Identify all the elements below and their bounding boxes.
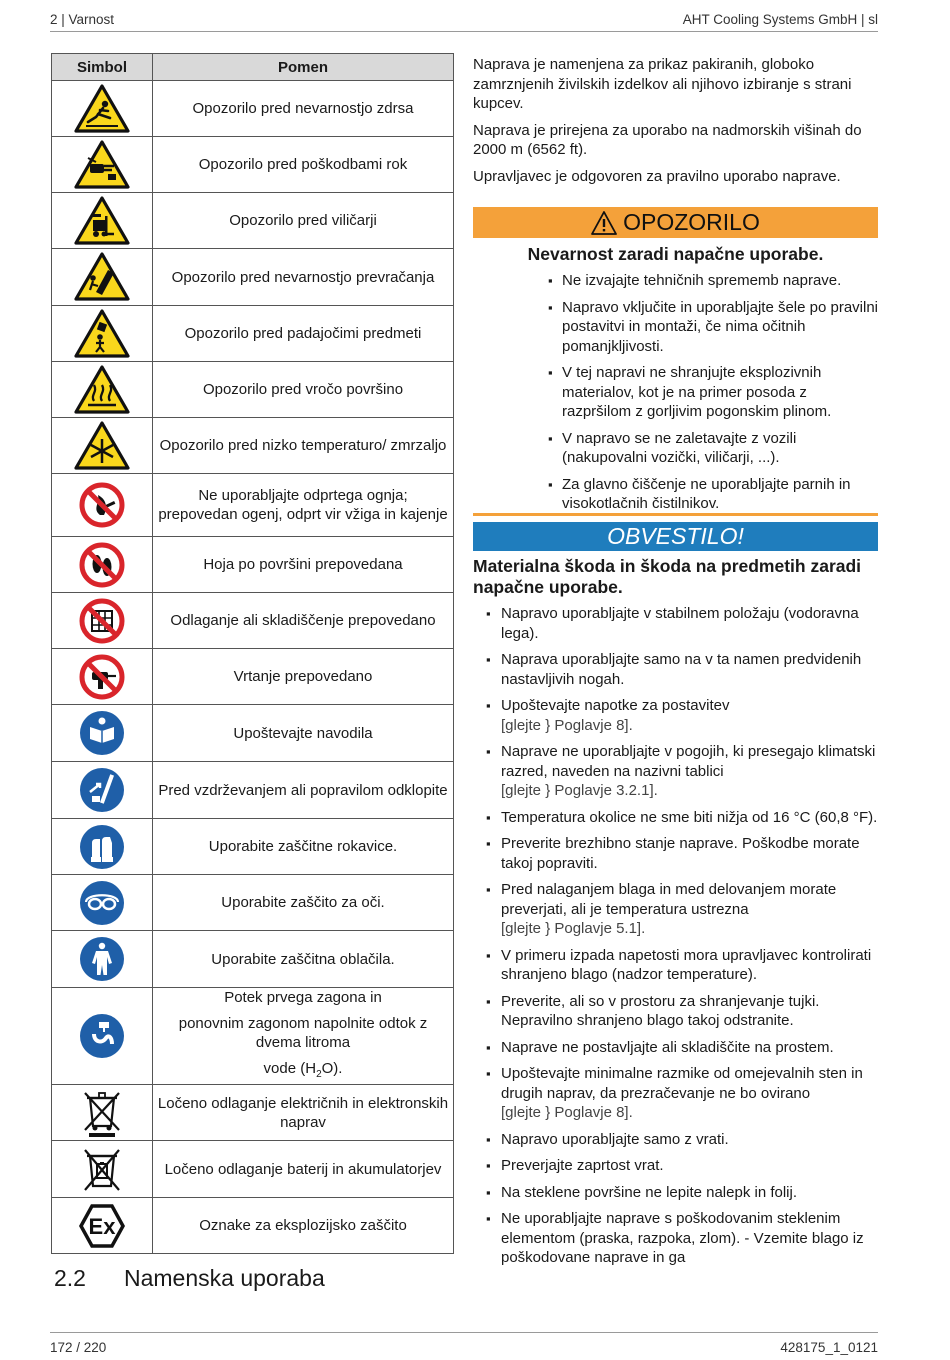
header-rule [50, 31, 878, 32]
notice-item [473, 742, 878, 801]
meaning-text: Opozorilo pred nizko temperaturo/ zmrzaljo [159, 437, 447, 454]
symbol-cell [52, 988, 153, 1085]
section-heading [54, 1265, 325, 1292]
warning-list-wrap [473, 271, 878, 521]
meaning-cell [153, 362, 454, 418]
hand-injury-icon [52, 140, 152, 190]
notice-item-text: V primeru izpada napetosti mora upravljavec kontrolirati shranjeno blago (nadzor temperature). [501, 946, 872, 983]
notice-label: OBVESTILO! [607, 523, 744, 549]
warning-item: ▪ V napravo se ne zaletavajte z vozili (nakupovalni vozički, viličarji, ...). [473, 429, 878, 468]
intro-paragraph: Naprava je namenjena za prikaz pakiranih, globoko zamrznjenih živilskih izdelkov ali njihovo izbiranje s strani kupcev. [473, 56, 852, 112]
notice-list [473, 604, 878, 1268]
notice-item-text: Preverite, ali so v prostoru za shranjevanje tujki. Nepravilno shranjeno blago takoj odstranite. [501, 992, 820, 1029]
meaning-text: Hoja po površini prepovedana [203, 556, 403, 573]
forklift-icon [52, 196, 152, 246]
meaning-cell [153, 81, 454, 137]
meaning-cell [153, 1198, 454, 1254]
meaning-cell [153, 819, 454, 875]
meaning-text: Potek prvega zagona in [224, 989, 382, 1006]
symbol-row [52, 649, 454, 705]
meaning-cell [153, 762, 454, 819]
warning-end-rule [473, 513, 878, 516]
notice-item [473, 1064, 878, 1123]
meaning-cell [153, 537, 454, 593]
notice-item [473, 1130, 878, 1150]
header-right: AHT Cooling Systems GmbH | sl [682, 12, 878, 27]
no-walking-icon [52, 541, 152, 589]
notice-item [473, 1038, 878, 1058]
chapter-reference-link[interactable]: [glejte } Poglavje 3.2.1]. [501, 782, 658, 799]
symbol-row [52, 193, 454, 249]
symbol-row [52, 1141, 454, 1198]
symbol-row [52, 537, 454, 593]
symbol-cell [52, 875, 153, 931]
svg-text:Ex: Ex [88, 1213, 116, 1239]
notice-item [473, 696, 878, 735]
notice-item-text: Upoštevajte minimalne razmike od omejevalnih sten in drugih naprav, da prezračevanje ne bo ovirano [501, 1065, 863, 1102]
fill-drain-icon [52, 1012, 152, 1060]
notice-item-text: Napravo uporabljajte samo z vrati. [501, 1130, 729, 1148]
notice-item [473, 1183, 878, 1203]
notice-item-text: Preverjajte zaprtost vrat. [501, 1157, 664, 1174]
gloves-icon [52, 823, 152, 871]
meaning-cell [153, 705, 454, 762]
meaning-text: Opozorilo pred nevarnostjo zdrsa [192, 100, 414, 117]
ex-icon [52, 1203, 152, 1249]
symbol-cell [52, 306, 153, 362]
symbol-cell [52, 1198, 153, 1254]
symbol-cell [52, 649, 153, 705]
low-temperature-icon [52, 421, 152, 471]
chapter-reference-link[interactable]: [glejte } Poglavje 5.1]. [501, 920, 646, 937]
meaning-cell [153, 137, 454, 193]
symbol-cell [52, 81, 153, 137]
no-storage-icon [52, 597, 152, 645]
symbol-cell [52, 1085, 153, 1141]
formula-text: O). [321, 1060, 343, 1077]
symbol-cell [52, 249, 153, 306]
symbol-table [51, 53, 454, 1254]
notice-list-wrap [473, 604, 878, 1275]
meaning-cell [153, 593, 454, 649]
notice-item-text: Upoštevajte napotke za postavitev [501, 697, 730, 714]
notice-item-text: Ne uporabljajte naprave s poškodovanim steklenim elementom (praska, razpoka, zlom). - Vzemite blago iz poškodovane naprave in ga [501, 1210, 864, 1266]
protective-clothing-icon [52, 935, 152, 983]
meaning-text: Opozorilo pred nevarnostjo prevračanja [171, 268, 435, 286]
symbol-cell [52, 931, 153, 988]
section-number: 2.2 [54, 1265, 86, 1291]
no-open-flame-icon [52, 481, 152, 529]
symbol-row [52, 418, 454, 474]
meaning-cell [153, 418, 454, 474]
warning-heading: Nevarnost zaradi napačne uporabe. [527, 244, 824, 264]
falling-objects-icon [52, 309, 152, 359]
notice-item-text: Naprava uporabljajte samo na v ta namen predvidenih nastavljivih nogah. [501, 651, 862, 688]
notice-item-text: Na steklene površine ne lepite nalepk in folij. [501, 1183, 798, 1201]
meaning-cell [153, 1085, 454, 1141]
header-left: 2 | Varnost [50, 12, 115, 27]
hot-surface-icon [52, 365, 152, 415]
notice-item-text: Pred nalaganjem blaga in med delovanjem morate preverjati, ali je temperatura ustrezna [501, 881, 837, 918]
symbol-row [52, 306, 454, 362]
symbol-row [52, 362, 454, 418]
symbol-row [52, 762, 454, 819]
notice-item [473, 808, 878, 828]
warning-label: OPOZORILO [623, 209, 760, 235]
meaning-text: Ne uporabljajte odprtega ognja; prepovedan ogenj, odprt vir vžiga in kajenje [158, 487, 448, 523]
symbol-row [52, 81, 454, 137]
meaning-text: Odlaganje ali skladiščenje prepovedano [170, 612, 436, 629]
notice-item-text: Naprave ne uporabljajte v pogojih, ki presegajo klimatski razred, naveden na nazivni tablici [501, 743, 876, 780]
warning-item: ▪ Ne izvajajte tehničnih sprememb naprave. [473, 271, 878, 291]
meaning-text: Oznake za eksplozijsko zaščito [199, 1217, 407, 1234]
notice-heading: Materialna škoda in škoda na predmetih zaradi napačne uporabe. [473, 556, 862, 597]
slip-hazard-icon [52, 84, 152, 134]
symbol-cell [52, 819, 153, 875]
symbol-row [52, 1198, 454, 1254]
section-title: Namenska uporaba [124, 1265, 325, 1291]
symbol-cell [52, 593, 153, 649]
tipping-hazard-icon [52, 252, 152, 302]
notice-item [473, 1156, 878, 1176]
page-number: 172 / 220 [50, 1340, 107, 1355]
meaning-text: Uporabite zaščitne rokavice. [208, 838, 398, 855]
meaning-text: Opozorilo pred viličarji [229, 212, 377, 229]
symbol-row [52, 593, 454, 649]
meaning-text: Pred vzdrževanjem ali popravilom odklopite [158, 781, 448, 799]
meaning-text: Ločeno odlaganje baterij in akumulatorjev [164, 1160, 442, 1178]
symbol-cell [52, 193, 153, 249]
notice-item [473, 650, 878, 689]
battery-bin-icon [52, 1144, 152, 1194]
warning-item: ▪ Napravo vključite in uporabljajte šele po pravilni postavitvi in montaži, če nima očitnih pomanjkljivosti. [473, 298, 878, 357]
footer-rule [50, 1332, 878, 1333]
meaning-cell [153, 249, 454, 306]
col-meaning-header: Pomen [153, 54, 454, 81]
meaning-cell [153, 474, 454, 537]
notice-item-text: Napravo uporabljajte v stabilnem položaju (vodoravna lega). [501, 605, 859, 642]
meaning-cell [153, 931, 454, 988]
meaning-text: Ločeno odlaganje električnih in elektronskih naprav [157, 1094, 449, 1131]
notice-item [473, 992, 878, 1031]
read-manual-icon [52, 709, 152, 757]
symbol-row [52, 931, 454, 988]
formula-subscript: 2 [316, 1069, 322, 1080]
meaning-cell [153, 306, 454, 362]
notice-item [473, 604, 878, 643]
meaning-text: ponovnim zagonom napolnite odtok z dvema litroma [178, 1015, 428, 1051]
disconnect-icon [52, 766, 152, 814]
symbol-cell [52, 762, 153, 819]
symbol-cell [52, 137, 153, 193]
symbol-cell [52, 474, 153, 537]
symbol-cell [52, 418, 153, 474]
meaning-cell [153, 649, 454, 705]
weee-bin-icon [52, 1088, 152, 1138]
symbol-row [52, 705, 454, 762]
warning-item: ▪ V tej napravi ne shranjujte eksplozivnih materialov, kot je na primer posoda z razpršilom z gorljivim pogonskim plinom. [473, 363, 878, 422]
intro-paragraph: Upravljavec je odgovoren za pravilno uporabo naprave. [473, 167, 841, 185]
intro-block [473, 55, 878, 186]
formula-text: vode (H [263, 1060, 317, 1077]
symbol-row [52, 819, 454, 875]
chapter-reference-link[interactable]: [glejte } Poglavje 8]. [501, 1104, 633, 1121]
warning-item: ▪ Za glavno čiščenje ne uporabljajte parnih in visokotlačnih čistilnikov. [473, 475, 878, 514]
no-drilling-icon [52, 653, 152, 701]
notice-item [473, 1209, 878, 1268]
symbol-row [52, 474, 454, 537]
notice-item [473, 946, 878, 985]
notice-banner [473, 522, 878, 551]
meaning-text: Vrtanje prepovedano [233, 668, 373, 685]
meaning-cell [153, 875, 454, 931]
symbol-cell [52, 537, 153, 593]
symbol-row [52, 875, 454, 931]
document-id: 428175_1_0121 [780, 1340, 878, 1355]
symbol-cell [52, 1141, 153, 1198]
notice-item [473, 880, 878, 939]
symbol-row [52, 988, 454, 1085]
symbol-cell [52, 705, 153, 762]
meaning-text: Opozorilo pred poškodbami rok [198, 156, 408, 173]
symbol-row [52, 1085, 454, 1141]
meaning-cell [153, 193, 454, 249]
meaning-text: Opozorilo pred vročo površino [202, 381, 404, 398]
meaning-text [157, 1059, 449, 1084]
goggles-icon [52, 879, 152, 927]
intro-paragraph: Naprava je prirejena za uporabo na nadmorskih višinah do 2000 m (6562 ft). [473, 121, 862, 158]
notice-item [473, 834, 878, 873]
warning-list [473, 271, 878, 514]
notice-item-text: Temperatura okolice ne sme biti nižja od 16 °C (60,8 °F). [501, 808, 878, 826]
meaning-text: Opozorilo pred padajočimi predmeti [184, 325, 422, 342]
warning-banner [473, 207, 878, 238]
notice-item-text: Naprave ne postavljajte ali skladiščite na prostem. [501, 1038, 834, 1056]
col-symbol-header: Simbol [52, 54, 153, 81]
warning-triangle-icon [591, 211, 617, 235]
chapter-reference-link[interactable]: [glejte } Poglavje 8]. [501, 716, 633, 734]
symbol-row [52, 249, 454, 306]
meaning-text: Uporabite zaščito za oči. [221, 894, 385, 911]
symbol-cell [52, 362, 153, 418]
notice-item-text: Preverite brezhibno stanje naprave. Poškodbe morate takoj popraviti. [501, 835, 860, 872]
symbol-row [52, 137, 454, 193]
meaning-cell [153, 988, 454, 1085]
meaning-cell [153, 1141, 454, 1198]
meaning-text: Uporabite zaščitna oblačila. [211, 950, 395, 968]
meaning-text: Upoštevajte navodila [233, 724, 373, 742]
